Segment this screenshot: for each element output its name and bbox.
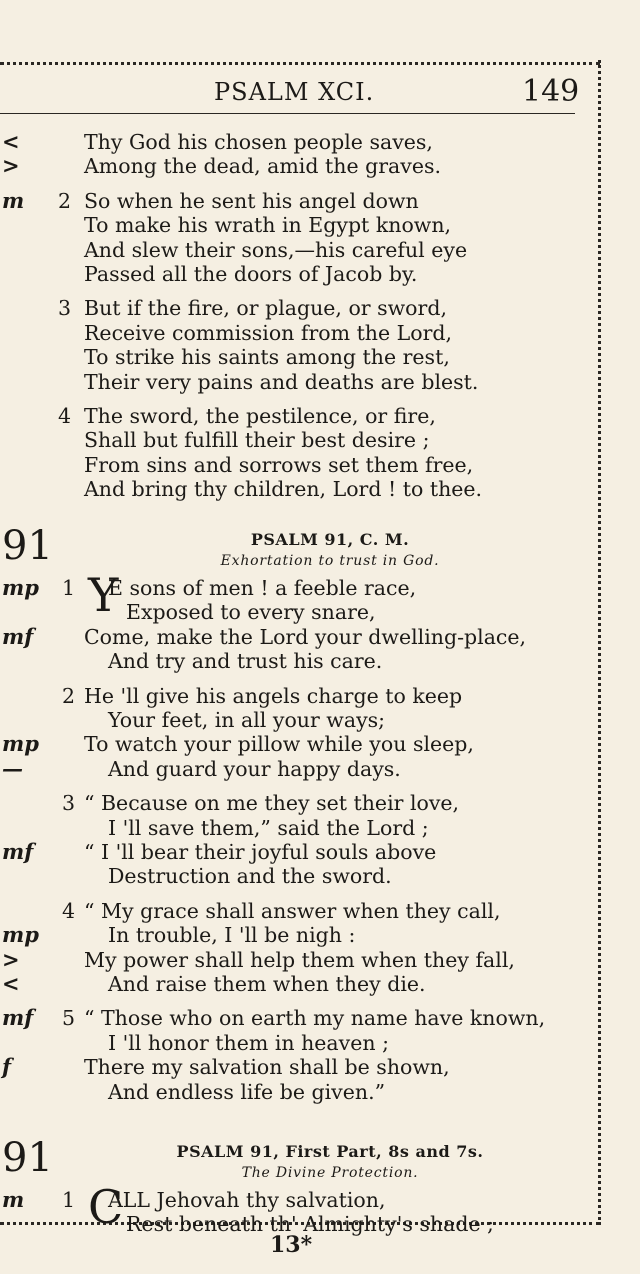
- verse-line: Rest beneath th' Almighty's shade ;: [126, 1212, 494, 1237]
- psalm-subtitle: Exhortation to trust in God.: [220, 553, 440, 569]
- dynamic-mark: mp: [2, 922, 39, 948]
- verse-line: I 'll honor them in heaven ;: [108, 1030, 389, 1055]
- verse-line: E sons of men ! a feeble race,: [108, 576, 417, 600]
- signature-mark: 13*: [270, 1232, 313, 1258]
- verse-line: And try and trust his care.: [108, 649, 383, 674]
- dynamic-mark: <: [2, 971, 20, 996]
- verse-line: Exposed to every snare,: [126, 600, 376, 625]
- dynamic-mark: —: [2, 755, 23, 781]
- right-border-rule: [598, 60, 601, 1225]
- verse-line: In trouble, I 'll be nigh :: [108, 923, 356, 948]
- verse-number: 4: [62, 898, 76, 923]
- dynamic-mark: mf: [2, 623, 34, 649]
- running-title: PSALM XCI.: [214, 78, 375, 106]
- verse-number: 4: [58, 404, 72, 428]
- dynamic-mark: mf: [2, 1005, 34, 1031]
- verse-line: I 'll save them,” said the Lord ;: [108, 815, 429, 840]
- verse-line: To make his wrath in Egypt known,: [84, 213, 452, 238]
- header-rule: [0, 113, 575, 114]
- verse-line: And guard your happy days.: [108, 756, 401, 781]
- dynamic-mark: >: [2, 946, 20, 972]
- verse-number: 3: [62, 791, 76, 816]
- top-border-rule: [0, 62, 600, 65]
- dynamic-mark: >: [2, 153, 20, 179]
- verse-line: “ Those who on earth my name have known,: [84, 1006, 546, 1031]
- psalm-number: 91: [2, 523, 53, 569]
- verse-line: And bring thy children, Lord ! to thee.: [84, 477, 483, 502]
- verse-line: So when he sent his angel down: [84, 188, 419, 213]
- verse-line: The sword, the pestilence, or fire,: [84, 404, 436, 428]
- verse-line: Your feet, in all your ways;: [108, 708, 386, 732]
- verse-line: Passed all the doors of Jacob by.: [84, 262, 418, 286]
- psalm-heading: PSALM 91, C. M.: [250, 530, 410, 549]
- verse-number: 2: [62, 683, 76, 708]
- verse-line: To strike his saints among the rest,: [84, 345, 450, 370]
- verse-number: 2: [58, 188, 72, 213]
- verse-line: My power shall help them when they fall,: [84, 947, 515, 972]
- verse-line: And slew their sons,—his careful eye: [84, 237, 468, 262]
- dynamic-mark: m: [2, 187, 25, 213]
- verse-line: Come, make the Lord your dwelling-place,: [84, 624, 527, 649]
- verse-line: But if the fire, or plague, or sword,: [84, 296, 447, 321]
- verse-line: To watch your pillow while you sleep,: [84, 732, 474, 757]
- verse-number: 3: [58, 296, 72, 321]
- drop-cap: Y: [88, 568, 119, 622]
- verse-line: And endless life be given.”: [108, 1079, 386, 1104]
- verse-line: “ I 'll bear their joyful souls above: [84, 840, 437, 864]
- psalm-number: 91: [2, 1135, 53, 1181]
- dynamic-mark: m: [2, 1187, 25, 1212]
- psalm-heading: PSALM 91, First Part, 8s and 7s.: [176, 1142, 484, 1161]
- verse-line: He 'll give his angels charge to keep: [84, 683, 463, 708]
- verse-line: Their very pains and deaths are blest.: [84, 369, 479, 394]
- dynamic-mark: <: [2, 129, 20, 154]
- verse-line: Receive commission from the Lord,: [84, 320, 453, 345]
- verse-line: From sins and sorrows set them free,: [84, 452, 474, 477]
- verse-number: 5: [62, 1006, 76, 1031]
- page-number: 149: [522, 74, 580, 109]
- dynamic-mark: mp: [2, 731, 39, 757]
- verse-line: Destruction and the sword.: [108, 864, 392, 889]
- drop-cap: C: [88, 1180, 124, 1234]
- verse-line: Among the dead, amid the graves.: [84, 154, 441, 179]
- verse-line: Shall but fulfill their best desire ;: [84, 428, 430, 453]
- verse-line: “ My grace shall answer when they call,: [84, 898, 501, 923]
- verse-line: “ Because on me they set their love,: [84, 791, 460, 816]
- verse-number: 1: [62, 1188, 76, 1212]
- dynamic-mark: f: [2, 1054, 12, 1080]
- verse-line: There my salvation shall be shown,: [84, 1055, 450, 1080]
- verse-line: And raise them when they die.: [108, 972, 426, 996]
- verse-line: Thy God his chosen people saves,: [84, 130, 433, 154]
- dynamic-mark: mp: [2, 575, 39, 600]
- verse-number: 1: [62, 576, 76, 600]
- dynamic-mark: mf: [2, 839, 34, 864]
- verse-line: ALL Jehovah thy salvation,: [108, 1188, 386, 1212]
- psalm-subtitle: The Divine Protection.: [241, 1165, 419, 1181]
